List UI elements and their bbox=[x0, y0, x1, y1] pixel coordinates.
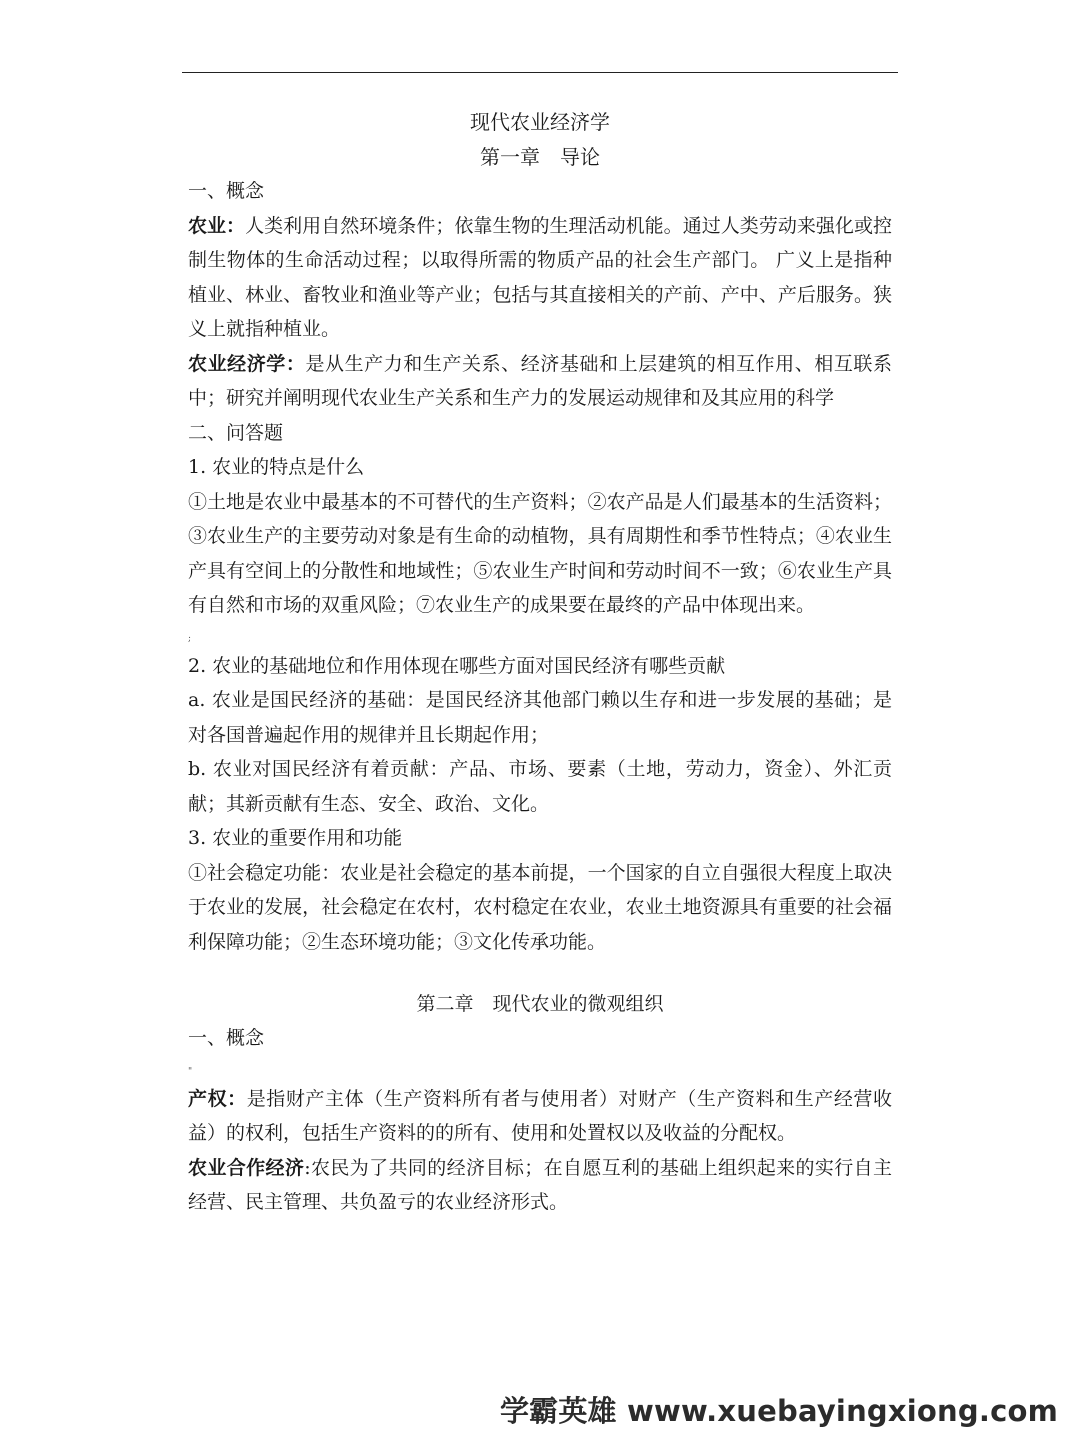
ch2-section-concepts: 一、概念 bbox=[188, 1027, 265, 1049]
header-rule bbox=[182, 72, 898, 73]
definition-agriculture bbox=[188, 209, 892, 347]
term-property-rights: 产权： bbox=[188, 1087, 247, 1110]
answer-1: ①土地是农业中最基本的不可替代的生产资料；②农产品是人们最基本的生活资料；③农业生产的主要劳动对象是有生命的动植物，具有周期性和季节性特点；④农业生产具有空间上的分散性和地域性；⑤农业生产时间和劳动时间不一致；⑥农业生产具有自然和市场的双重风险；⑦农业生产的成果要在最终的产品中体现出来。 bbox=[188, 490, 892, 616]
chapter-1-title: 第一章 导论 bbox=[480, 145, 600, 169]
answer-2b: b. 农业对国民经济有着贡献：产品、市场、要素（土地，劳动力，资金）、外汇贡献；其新贡献有生态、安全、政治、文化。 bbox=[188, 758, 892, 815]
site-watermark: 学霸英雄 www.xuebayingxiong.com bbox=[499, 1394, 1058, 1428]
stray-mark-2: " bbox=[188, 1066, 193, 1077]
question-1: 1. 农业的特点是什么 bbox=[188, 456, 365, 478]
answer-2a: a. 农业是国民经济的基础：是国民经济其他部门赖以生存和进一步发展的基础；是对各国普遍起作用的规律并且长期起作用； bbox=[188, 689, 892, 746]
definition-property-rights bbox=[188, 1082, 892, 1151]
definition-coop-economy bbox=[188, 1151, 892, 1220]
question-2: 2. 农业的基础地位和作用体现在哪些方面对国民经济有哪些贡献 bbox=[188, 654, 726, 677]
term-agriculture: 农业： bbox=[188, 214, 246, 237]
stray-mark: ; bbox=[188, 633, 192, 644]
chapter-2-title: 第二章 现代农业的微观组织 bbox=[416, 993, 664, 1015]
ch1-section-concepts: 一、概念 bbox=[188, 180, 265, 202]
definition-property-rights-body: 是指财产主体（生产资料所有者与使用者）对财产（生产资料和生产经营收益）的权利，包括生产资料的的所有、使用和处置权以及收益的分配权。 bbox=[188, 1087, 892, 1144]
definition-agri-economics bbox=[188, 347, 892, 416]
term-coop-economy: 农业合作经济 bbox=[188, 1156, 305, 1179]
term-agri-economics: 农业经济学： bbox=[188, 352, 306, 375]
answer-3: ①社会稳定功能：农业是社会稳定的基本前提，一个国家的自立自强很大程度上取决于农业的发展，社会稳定在农村，农村稳定在农业，农业土地资源具有重要的社会福利保障功能；②生态环境功能；③文化传承功能。 bbox=[188, 861, 892, 953]
document-title: 现代农业经济学 bbox=[470, 110, 610, 134]
definition-agri-economics-body: 是从生产力和生产关系、经济基础和上层建筑的相互作用、相互联系中；研究并阐明现代农业生产关系和生产力的发展运动规律和及其应用的科学 bbox=[188, 352, 892, 409]
definition-agriculture-body: 人类利用自然环境条件；依靠生物的生理活动机能。通过人类劳动来强化或控制生物体的生命活动过程；以取得所需的物质产品的社会生产部门。 广义上是指种植业、林业、畜牧业和渔业等产业；包括与其直接相关的产前、产中、产后服务。狭义上就指种植业。 bbox=[188, 214, 892, 340]
document-page bbox=[188, 104, 892, 1220]
ch1-section-qa: 二、问答题 bbox=[188, 421, 284, 444]
question-3: 3. 农业的重要作用和功能 bbox=[188, 827, 403, 849]
definition-coop-economy-body: :农民为了共同的经济目标；在自愿互利的基础上组织起来的实行自主经营、民主管理、共负盈亏的农业经济形式。 bbox=[188, 1156, 892, 1213]
